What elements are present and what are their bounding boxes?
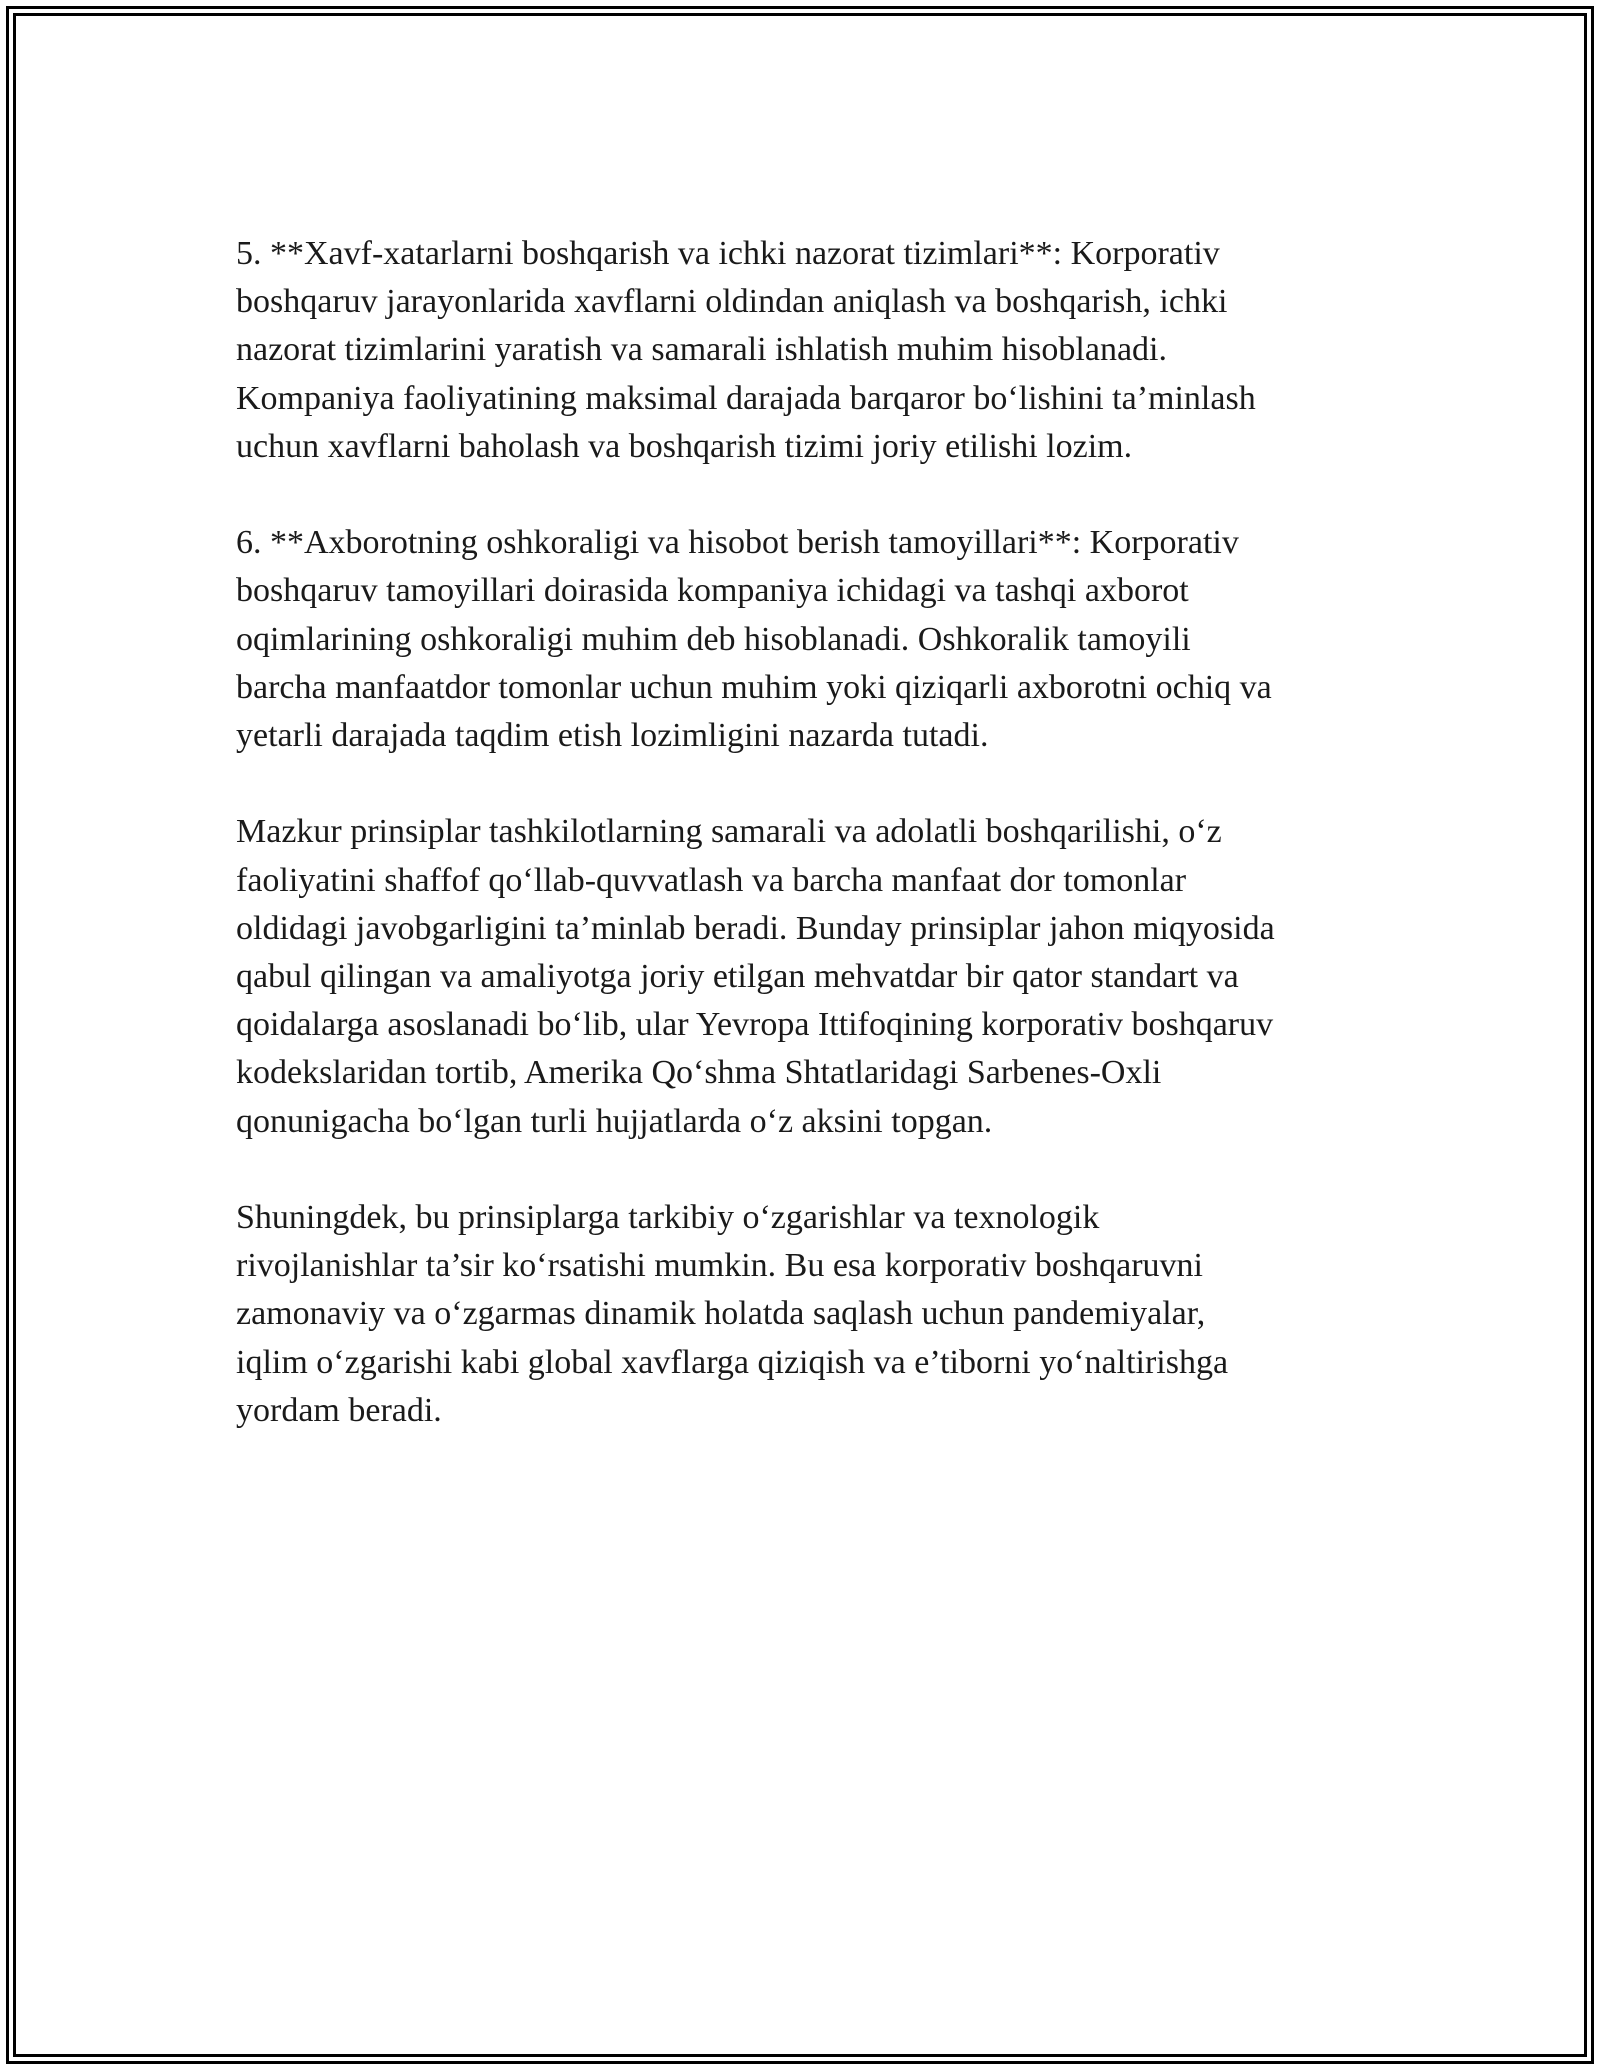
paragraph-principles-summary: Mazkur prinsiplar tashkilotlarning samarali va adolatli boshqarilishi, o‘z faoliyatini shaffof qo‘llab-quvvatlash va barcha manfaat dor tomonlar oldidagi javobgarligini ta’minlab beradi. Bunday prinsiplar jahon miqyosida qabul qilingan va amaliyotga joriy etilgan mehvatdar bir qator standart va qoidalarga asoslanadi bo‘lib, ular Yevropa Ittifoqining korporativ boshqaruv kodekslaridan tortib, Amerika Qo‘shma Shtatlaridagi Sarbenes-Oxli qonunigacha bo‘lgan turli hujjatlarda o‘z aksini topgan. [236, 813, 1275, 1140]
paragraph-risk-management: 5. **Xavf-xatarlarni boshqarish va ichki nazorat tizimlari**: Korporativ boshqaruv jarayonlarida xavflarni oldindan aniqlash va boshqarish, ichki nazorat tizimlarini yaratish va samarali ishlatish muhim hisoblanadi. Kompaniya faoliyatining maksimal darajada barqaror bo‘lishini ta’minlash uchun xavflarni baholash va boshqarish tizimi joriy etilishi lozim. [236, 235, 1256, 465]
paragraph-information-transparency: 6. **Axborotning oshkoraligi va hisobot berish tamoyillari**: Korporativ boshqaruv tamoyillari doirasida kompaniya ichidagi va tashqi axborot oqimlarining oshkoraligi muhim deb hisoblanadi. Oshkoralik tamoyili barcha manfaatdor tomonlar uchun muhim yoki qiziqarli axborotni ochiq va yetarli darajada taqdim etish lozimligini nazarda tutadi. [236, 524, 1272, 755]
document-body [236, 230, 1376, 1435]
paragraph-global-changes: Shuningdek, bu prinsiplarga tarkibiy o‘zgarishlar va texnologik rivojlanishlar ta’sir ko‘rsatishi mumkin. Bu esa korporativ boshqaruvni zamonaviy va o‘zgarmas dinamik holatda saqlash uchun pandemiyalar, iqlim o‘zgarishi kabi global xavflarga qiziqish va e’tiborni yo‘naltirishga yordam beradi. [236, 1199, 1229, 1429]
